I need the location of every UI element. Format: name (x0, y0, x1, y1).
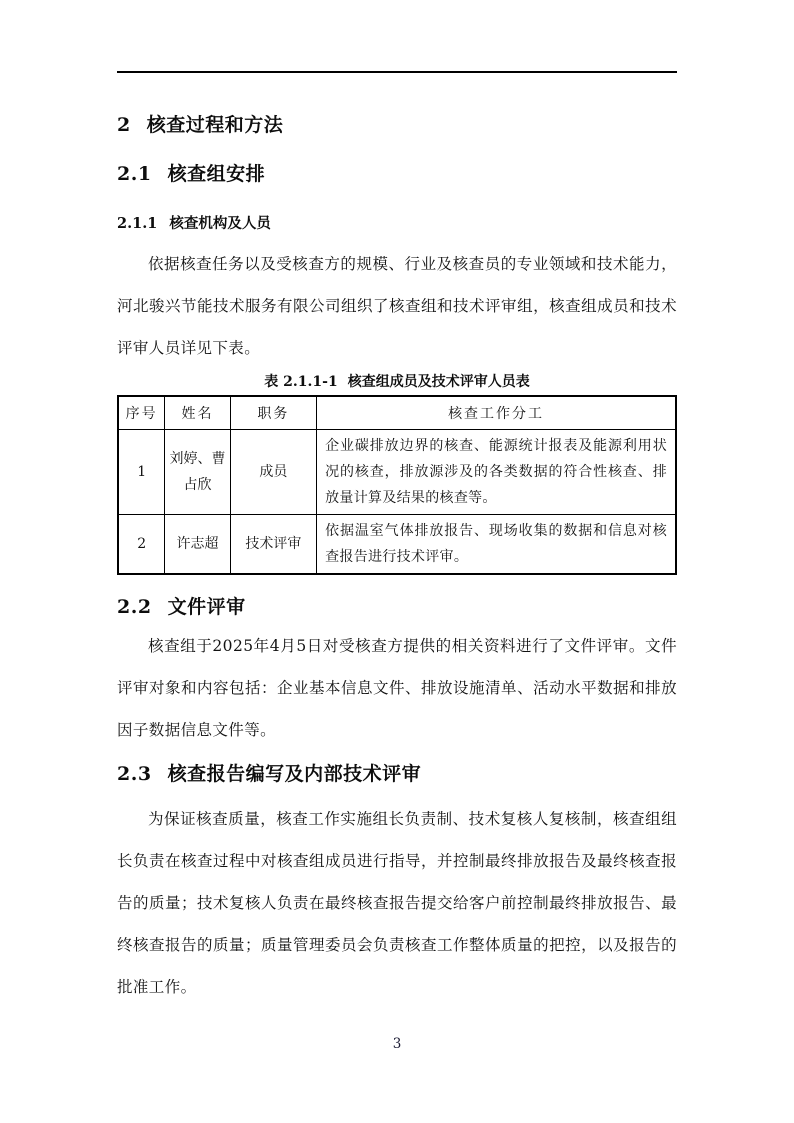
heading-text: 核查组安排 (167, 163, 266, 185)
heading-text: 核查机构及人员 (169, 215, 271, 232)
table-caption-label: 表 2.1.1-1 (264, 374, 338, 390)
table-caption-text: 核查组成员及技术评审人员表 (347, 374, 530, 390)
table-header-row (118, 396, 676, 429)
heading-number: 2.2 (117, 595, 152, 618)
page-number: 3 (392, 1036, 402, 1052)
paragraph-report-writing: 为保证核查质量，核查工作实施组长负责制、技术复核人复核制，核查组组长负责在核查过程中对核查组成员进行指导，并控制最终排放报告及最终核查报告的质量；技术复核人负责在最终核查报告提交给客户前控制最终排放报告、最终核查报告的质量；质量管理委员会负责核查工作整体质量的把控，以及报告的批准工作。 (117, 809, 677, 996)
heading-2-2 (117, 592, 677, 619)
table-row (118, 514, 676, 574)
cell-no: 2 (118, 514, 165, 574)
cell-name: 刘婷、曹占欣 (165, 429, 230, 514)
column-header-no: 序号 (118, 396, 165, 429)
column-header-name: 姓名 (165, 396, 230, 429)
cell-role: 成员 (230, 429, 316, 514)
heading-2-1-1 (117, 212, 677, 233)
paragraph-doc-review: 核查组于2025年4月5日对受核查方提供的相关资料进行了文件评审。文件评审对象和内容包括：企业基本信息文件、排放设施清单、活动水平数据和排放因子数据信息文件等。 (117, 636, 677, 739)
heading-number: 2.3 (117, 762, 152, 785)
heading-text: 核查报告编写及内部技术评审 (167, 762, 422, 785)
paragraph-team-intro: 依据核查任务以及受核查方的规模、行业及核查员的专业领域和技术能力，河北骏兴节能技术服务有限公司组织了核查组和技术评审组，核查组成员和技术评审人员详见下表。 (117, 255, 677, 357)
table-row (118, 429, 676, 514)
heading-number: 2 (117, 114, 131, 136)
cell-role: 技术评审 (230, 514, 316, 574)
cell-no: 1 (118, 429, 165, 514)
heading-2-3 (117, 759, 677, 786)
header-rule (117, 71, 677, 73)
page-content (117, 0, 677, 1008)
heading-2-1 (117, 159, 677, 186)
cell-duty: 依据温室气体排放报告、现场收集的数据和信息对核查报告进行技术评审。 (317, 514, 676, 574)
heading-text: 核查过程和方法 (146, 114, 284, 136)
heading-text: 文件评审 (167, 595, 246, 618)
cell-duty: 企业碳排放边界的核查、能源统计报表及能源利用状况的核查，排放源涉及的各类数据的符合性核查、排放量计算及结果的核查等。 (317, 429, 676, 514)
heading-chapter-2 (117, 110, 677, 137)
team-table (117, 395, 677, 575)
heading-number: 2.1.1 (117, 215, 158, 232)
cell-name: 许志超 (165, 514, 230, 574)
table-caption (117, 369, 677, 395)
column-header-duty: 核查工作分工 (317, 396, 676, 429)
heading-number: 2.1 (117, 163, 152, 185)
column-header-role: 职务 (230, 396, 316, 429)
